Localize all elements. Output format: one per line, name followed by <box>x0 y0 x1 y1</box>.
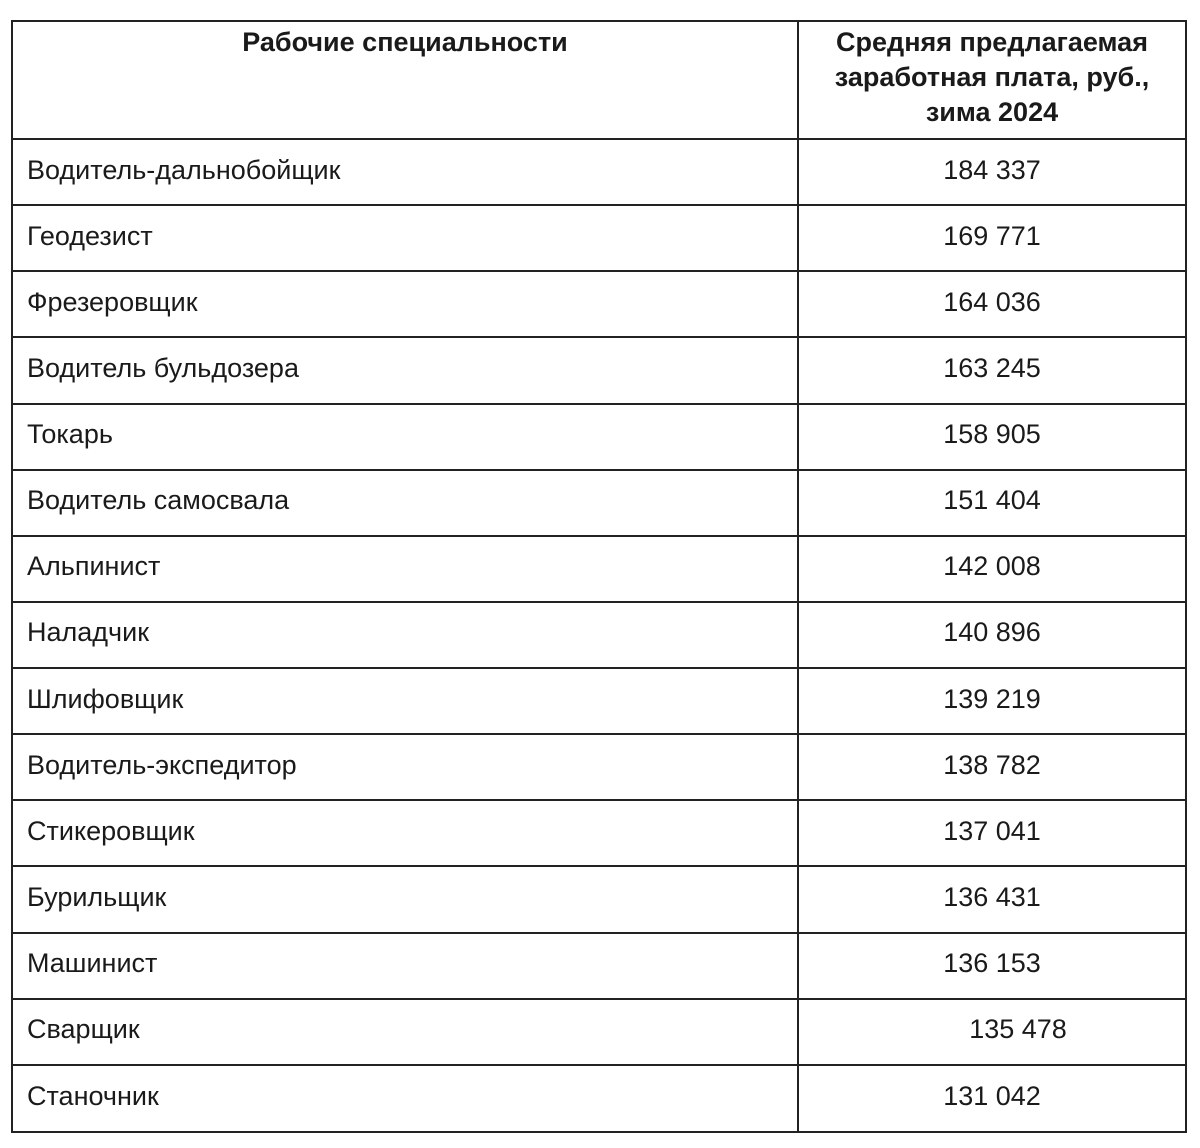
salary-cell: 137 041 <box>798 800 1185 866</box>
table-header-row <box>13 22 1185 139</box>
table-row <box>13 734 1185 800</box>
table-row <box>13 139 1185 205</box>
table-row <box>13 999 1185 1065</box>
profession-cell: Станочник <box>13 1065 798 1131</box>
table-row <box>13 602 1185 668</box>
table-row <box>13 404 1185 470</box>
table-row <box>13 866 1185 932</box>
salary-cell: 163 245 <box>798 337 1185 403</box>
header-salary-line: зима 2024 <box>925 97 1059 127</box>
profession-cell: Водитель-экспедитор <box>13 734 798 800</box>
salary-cell: 139 219 <box>798 668 1185 734</box>
profession-cell: Фрезеровщик <box>13 271 798 337</box>
table-row <box>13 271 1185 337</box>
table-row <box>13 470 1185 536</box>
salary-cell: 151 404 <box>798 470 1185 536</box>
table-row <box>13 1065 1185 1131</box>
salary-cell: 138 782 <box>798 734 1185 800</box>
salary-table-container <box>11 20 1187 1133</box>
table-row <box>13 536 1185 602</box>
profession-cell: Стикеровщик <box>13 800 798 866</box>
salary-cell: 164 036 <box>798 271 1185 337</box>
salary-cell: 184 337 <box>798 139 1185 205</box>
header-salary-line: Средняя предлагаемая <box>836 27 1148 57</box>
header-salary-line: заработная плата, руб., <box>834 62 1150 92</box>
profession-cell: Геодезист <box>13 205 798 271</box>
salary-cell: 135 478 <box>798 999 1185 1065</box>
table-row <box>13 205 1185 271</box>
profession-cell: Машинист <box>13 933 798 999</box>
table-row <box>13 933 1185 999</box>
profession-cell: Водитель-дальнобойщик <box>13 139 798 205</box>
profession-cell: Сварщик <box>13 999 798 1065</box>
salary-cell: 158 905 <box>798 404 1185 470</box>
profession-cell: Токарь <box>13 404 798 470</box>
salary-cell: 169 771 <box>798 205 1185 271</box>
header-salary <box>798 22 1185 139</box>
header-profession: Рабочие специальности <box>13 22 798 139</box>
salary-cell: 136 153 <box>798 933 1185 999</box>
salary-table <box>13 22 1185 1131</box>
profession-cell: Наладчик <box>13 602 798 668</box>
table-row <box>13 668 1185 734</box>
profession-cell: Альпинист <box>13 536 798 602</box>
profession-cell: Бурильщик <box>13 866 798 932</box>
profession-cell: Водитель бульдозера <box>13 337 798 403</box>
table-row <box>13 337 1185 403</box>
salary-cell: 136 431 <box>798 866 1185 932</box>
profession-cell: Водитель самосвала <box>13 470 798 536</box>
profession-cell: Шлифовщик <box>13 668 798 734</box>
salary-cell: 140 896 <box>798 602 1185 668</box>
salary-cell: 131 042 <box>798 1065 1185 1131</box>
salary-cell: 142 008 <box>798 536 1185 602</box>
table-row <box>13 800 1185 866</box>
